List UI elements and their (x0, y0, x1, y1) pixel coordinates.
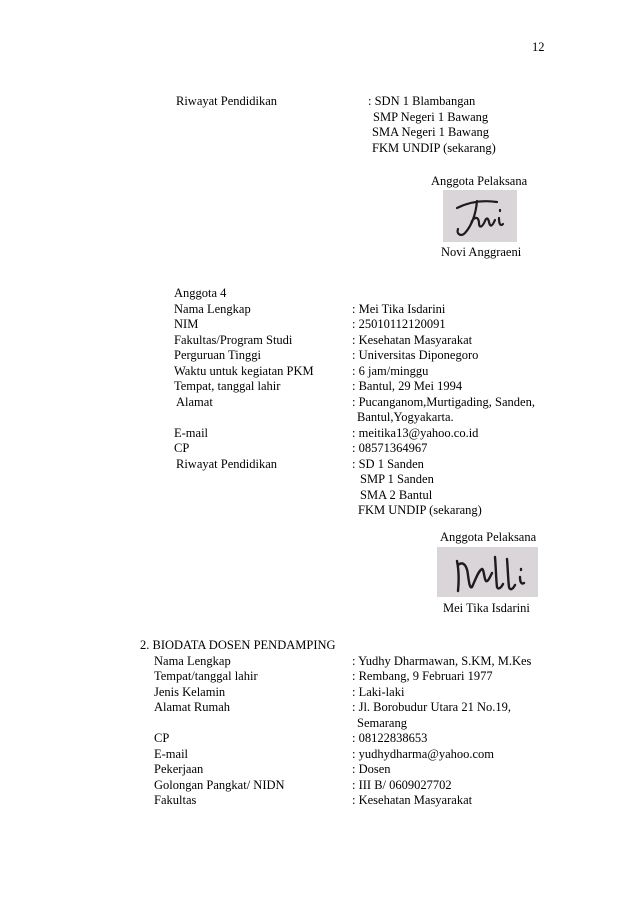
field-label: Alamat (176, 394, 213, 409)
field-value: : 08122838653 (352, 731, 428, 745)
field-label: Perguruan Tinggi (174, 348, 261, 362)
signature-role: Anggota Pelaksana (431, 174, 528, 188)
education-item: SMP Negeri 1 Bawang (373, 109, 489, 124)
field-label: Fakultas/Program Studi (174, 332, 293, 347)
field-value: : Dosen (352, 762, 391, 776)
signature-image (437, 547, 538, 597)
signer-name: Mei Tika Isdarini (443, 601, 530, 615)
education-label: Riwayat Pendidikan (176, 94, 278, 108)
education-item: FKM UNDIP (sekarang) (358, 503, 482, 517)
field-value: : Pucanganom,Murtigading, Sanden, (352, 394, 535, 409)
education-item: SMA 2 Bantul (360, 487, 433, 502)
field-label: Nama Lengkap (174, 301, 251, 316)
field-value: : Laki-laki (352, 684, 405, 699)
field-label: Tempat/tanggal lahir (154, 669, 258, 683)
signature-role: Anggota Pelaksana (440, 530, 537, 544)
signature-image (443, 190, 517, 242)
education-item: SMP 1 Sanden (360, 472, 434, 486)
field-label: Jenis Kelamin (154, 684, 226, 699)
field-value: : Kesehatan Masyarakat (352, 793, 473, 807)
member-heading: Anggota 4 (174, 286, 227, 300)
signer-name: Novi Anggraeni (441, 245, 522, 259)
field-value: : meitika13@yahoo.co.id (352, 425, 479, 440)
field-value: : III B/ 0609027702 (352, 777, 452, 792)
education-item: SMA Negeri 1 Bawang (372, 125, 489, 139)
field-value: : Bantul, 29 Mei 1994 (352, 379, 463, 393)
field-label: Waktu untuk kegiatan PKM (174, 363, 314, 378)
field-value: : Yudhy Dharmawan, S.KM, M.Kes (352, 653, 532, 668)
field-label: Golongan Pangkat/ NIDN (154, 777, 285, 792)
field-label: Fakultas (154, 793, 197, 807)
field-label: CP (174, 441, 190, 455)
field-value: : SD 1 Sanden (352, 456, 424, 471)
field-label: Riwayat Pendidikan (176, 456, 278, 471)
section-heading: 2. BIODATA DOSEN PENDAMPING (140, 638, 336, 652)
field-label: Pekerjaan (154, 762, 204, 776)
education-item: FKM UNDIP (sekarang) (372, 140, 496, 155)
field-value: : 25010112120091 (352, 317, 446, 331)
field-value: : Universitas Diponegoro (352, 348, 479, 362)
field-label: CP (154, 731, 170, 745)
address-continuation: Semarang (357, 715, 407, 730)
field-value: : Jl. Borobudur Utara 21 No.19, (352, 700, 512, 714)
field-label: NIM (174, 317, 199, 331)
page-number: 12 (532, 40, 545, 54)
field-value: : yudhydharma@yahoo.com (352, 746, 495, 761)
field-value: : Kesehatan Masyarakat (352, 332, 473, 347)
field-label: E-mail (154, 746, 189, 761)
field-value: : Rembang, 9 Februari 1977 (352, 669, 493, 683)
field-label: Alamat Rumah (154, 700, 231, 714)
field-value: : Mei Tika Isdarini (352, 301, 446, 316)
education-item: : SDN 1 Blambangan (368, 94, 476, 108)
field-label: Nama Lengkap (154, 653, 231, 668)
address-continuation: Bantul,Yogyakarta. (357, 410, 454, 424)
field-label: E-mail (174, 425, 209, 440)
field-value: : 6 jam/minggu (352, 363, 429, 378)
field-value: : 08571364967 (352, 441, 428, 455)
field-label: Tempat, tanggal lahir (174, 379, 281, 393)
